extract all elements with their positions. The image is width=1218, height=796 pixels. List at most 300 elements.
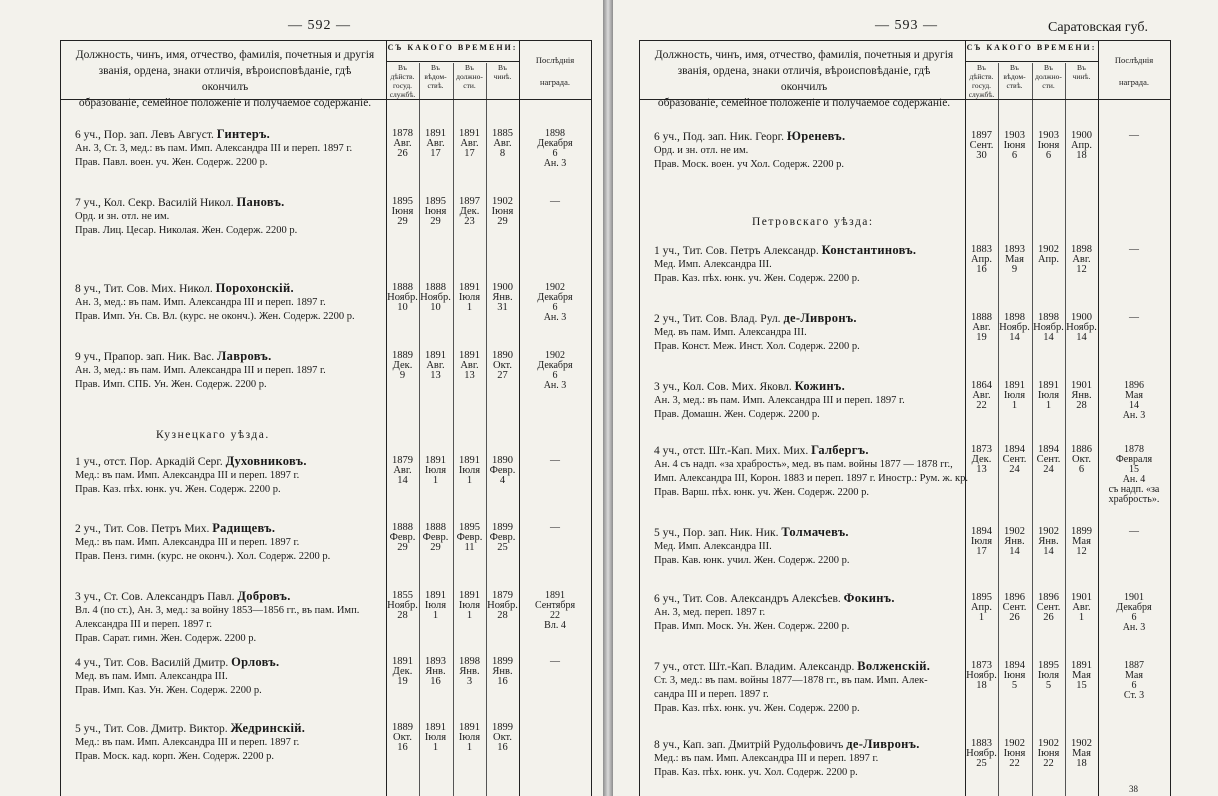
entry-prefix: 7 уч., отст. Шт.-Кап. Владим. Александр. <box>654 661 858 673</box>
footer-fragment: 38 <box>1129 784 1138 794</box>
text-line: Авг. <box>972 322 991 333</box>
entry-surname: Толмачевъ. <box>781 525 849 539</box>
text-line: 10 <box>430 302 441 313</box>
service-date <box>453 456 486 486</box>
entry-detail-line: Прав. Каз. пѣх. юнк. уч. Жен. Содерж. 2200 р. <box>654 703 860 714</box>
text-line: 1891 <box>459 282 480 293</box>
text-line: 6 <box>1011 150 1018 161</box>
service-date <box>386 283 419 313</box>
service-date <box>486 456 519 486</box>
entry-detail-line: Ан. 3, Ст. 3, мед.: въ пам. Имп. Александра III и переп. 1897 г. <box>75 143 353 154</box>
header-column-label <box>419 63 452 90</box>
last-award <box>1098 313 1170 323</box>
text-line: Янв. <box>425 666 446 677</box>
text-line: 16 <box>430 676 441 687</box>
text-line: образованіе, семейное положеніе и получаемое содержаніе. <box>657 97 951 109</box>
entry-surname: Гинтеръ. <box>216 127 271 141</box>
entry-prefix: 9 уч., Прапор. зап. Ник. Вас. <box>75 351 218 363</box>
text-line: 1 <box>1011 400 1018 411</box>
entry-detail-line: Мед.: въ пам. Имп. Александра III и переп. 1897 г. <box>654 753 879 764</box>
text-line: 1902 <box>492 196 513 207</box>
text-line: 6 <box>1131 612 1137 623</box>
text-line: 1895 <box>425 196 446 207</box>
entry-surname: Кожинъ. <box>794 379 846 393</box>
text-line: 11 <box>464 542 475 553</box>
service-date <box>998 593 1031 623</box>
text-line: Апр. <box>970 602 993 613</box>
text-line: 1896 <box>1004 592 1025 603</box>
text-line: вѣдом- <box>424 72 447 81</box>
text-line: вѣдом- <box>1003 72 1026 81</box>
service-date <box>386 723 419 753</box>
text-line: 10 <box>397 302 408 313</box>
entry-prefix: 2 уч., Тит. Сов. Влад. Рул. <box>654 313 784 325</box>
text-line: Апр. <box>1070 140 1093 151</box>
text-line: 1891 <box>545 590 565 601</box>
section-heading: Петровскаго уѣзда: <box>752 216 874 228</box>
entry-detail-line: Прав. Моск. кад. корп. Жен. Содерж. 2200 р. <box>75 751 275 762</box>
entry-heading <box>654 659 960 674</box>
text-line: 1883 <box>971 738 992 749</box>
text-line: 1895 <box>1038 660 1059 671</box>
service-date <box>965 661 998 691</box>
text-line: 1899 <box>492 522 513 533</box>
entry-detail-line: Прав. Моск. воен. уч Хол. Содерж. 2200 р. <box>654 159 844 170</box>
text-line <box>1032 265 1065 275</box>
text-line: Іюня <box>1003 748 1026 759</box>
service-date <box>386 657 419 687</box>
last-award <box>1098 593 1170 633</box>
text-line: 1878 <box>1124 444 1144 455</box>
text-line: 1887 <box>1124 660 1144 671</box>
text-line: Ноябр. <box>1033 322 1064 333</box>
text-line: Вл. 4 <box>544 620 566 631</box>
text-line: 1 <box>1045 400 1052 411</box>
last-award <box>519 283 591 323</box>
entry-detail-line: Мед.: въ пам. Имп. Александра III и переп. 1897 г. <box>75 537 300 548</box>
last-award <box>1098 445 1170 505</box>
text-line: 1878 <box>392 128 413 139</box>
entry-detail-line: Прав. Сарат. гимн. Жен. Содерж. 2200 р. <box>75 633 257 644</box>
text-line: 22 <box>1009 758 1020 769</box>
text-line: 1879 <box>492 590 513 601</box>
text-line: 1893 <box>1004 244 1025 255</box>
header-award-label <box>519 55 591 88</box>
register-entry <box>654 525 960 568</box>
text-line: 1902 <box>1004 738 1025 749</box>
text-line: Іюля <box>424 600 447 611</box>
text-line: 1902 <box>545 282 565 293</box>
text-line: 23 <box>464 216 475 227</box>
book-gutter <box>603 0 613 796</box>
service-date <box>419 523 452 553</box>
text-line: службѣ. <box>389 90 416 99</box>
entry-detail-line: Прав. Домашн. Жен. Содерж. 2200 р. <box>654 409 820 420</box>
text-line: госуд. <box>392 81 413 90</box>
text-line: 1891 <box>459 128 480 139</box>
text-line: 18 <box>976 680 987 691</box>
text-line: Авг. <box>460 138 479 149</box>
service-date <box>1032 739 1065 769</box>
last-award <box>1098 245 1170 255</box>
text-line: Янв. <box>1071 390 1092 401</box>
text-line: 13 <box>464 370 475 381</box>
entry-detail-line: Прав. Павл. воен. уч. Жен. Содерж. 2200 р. <box>75 157 268 168</box>
text-line: 1899 <box>492 656 513 667</box>
entry-detail-line: Прав. Пенз. гимн. (курс. не оконч.). Хол. Содерж. 2200 р. <box>75 551 331 562</box>
service-date <box>486 523 519 553</box>
text-line: ствѣ. <box>427 81 444 90</box>
text-line: Мая <box>1072 536 1091 547</box>
text-line: Авг. <box>426 360 445 371</box>
entry-heading <box>75 127 381 142</box>
text-line: 1888 <box>425 522 446 533</box>
text-line: 1897 <box>459 196 480 207</box>
text-line: 1 <box>466 302 473 313</box>
service-date <box>1032 381 1065 411</box>
text-line: 9 <box>1011 264 1018 275</box>
text-line: Дек. <box>392 360 413 371</box>
service-date <box>453 283 486 313</box>
text-line: Ан. 3 <box>543 380 567 391</box>
text-line: Ноябр. <box>966 748 997 759</box>
text-line: — <box>1129 244 1139 255</box>
text-line: Окт. <box>1072 454 1091 465</box>
entry-detail-line: Александра III и переп. 1897 г. <box>75 619 213 630</box>
service-date <box>998 381 1031 411</box>
text-line: Декабря <box>537 292 573 303</box>
text-line: Апр. <box>970 254 993 265</box>
text-line: 14 <box>1076 332 1087 343</box>
text-line: 26 <box>1043 612 1054 623</box>
text-line: 1885 <box>492 128 513 139</box>
left-page <box>0 0 603 796</box>
text-line: 6 <box>552 370 558 381</box>
text-line: 29 <box>430 542 441 553</box>
text-line: службѣ. <box>968 90 995 99</box>
text-line: 1900 <box>1071 130 1092 141</box>
text-line: 1891 <box>425 350 446 361</box>
text-line: Февраля <box>1115 454 1153 465</box>
entry-heading <box>654 311 960 326</box>
entry-heading <box>654 591 960 606</box>
text-line: — <box>1129 130 1139 141</box>
text-line: — <box>1129 526 1139 537</box>
text-line: 14 <box>1009 332 1020 343</box>
text-line: 16 <box>976 264 987 275</box>
header-column-label <box>386 63 419 99</box>
text-line: Окт. <box>493 732 512 743</box>
entry-prefix: 6 уч., Пор. зап. Левъ Август. <box>75 129 217 141</box>
entry-heading <box>654 379 960 394</box>
entry-detail-line: Ан. 3, мед.: въ пам. Имп. Александра III и переп. 1897 г. <box>75 365 326 376</box>
text-line: Апр. <box>1037 254 1060 265</box>
text-line: 8 <box>499 148 506 159</box>
page-number: — 593 — <box>875 18 938 33</box>
text-line: званія, ордена, знаки отличія, вѣроисповѣданіе, гдѣ окончилъ <box>677 65 931 93</box>
text-line: Ст. 3 <box>1123 690 1145 701</box>
text-line: 1864 <box>971 380 992 391</box>
service-date <box>419 129 452 159</box>
text-line: награда. <box>1118 77 1150 87</box>
service-date <box>419 723 452 753</box>
entry-surname: Лавровъ. <box>217 349 272 363</box>
register-entry <box>654 379 960 422</box>
text-line: 12 <box>1076 546 1087 557</box>
service-date <box>1032 313 1065 343</box>
register-entry <box>75 454 381 497</box>
entry-prefix: 4 уч., отст. Шт.-Кап. Мих. Мих. <box>654 445 812 457</box>
text-line: Ан. 3 <box>1122 410 1146 421</box>
entry-detail-line: сандра III и переп. 1897 г. <box>654 689 769 700</box>
entry-detail-line: Орд. и зн. отл. не им. <box>75 211 170 222</box>
last-award <box>1098 381 1170 421</box>
text-line: 1895 <box>392 196 413 207</box>
text-line: 28 <box>497 610 508 621</box>
service-date <box>1065 131 1098 161</box>
entry-prefix: 6 уч., Под. зап. Ник. Георг. <box>654 131 787 143</box>
entry-heading <box>654 443 960 458</box>
text-line: 1 <box>978 612 985 623</box>
service-date <box>419 197 452 227</box>
text-line: Ноябр. <box>999 322 1030 333</box>
text-line: 14 <box>1009 546 1020 557</box>
entry-prefix: 1 уч., Тит. Сов. Петръ Александр. <box>654 245 822 257</box>
text-line: Мая <box>1072 670 1091 681</box>
entry-detail-line: Прав. Кав. юнк. учил. Жен. Содерж. 2200 р. <box>654 555 850 566</box>
text-line: 1891 <box>425 128 446 139</box>
header-group-label: СЪ КАКОГО ВРЕМЕНИ: <box>966 43 1097 52</box>
text-line: Іюля <box>1003 390 1026 401</box>
text-line: 1 <box>466 610 473 621</box>
text-line: 1 <box>432 610 439 621</box>
service-date <box>386 129 419 159</box>
entry-detail-line: Мед. Имп. Александра III. <box>654 259 772 270</box>
text-line: 1901 <box>1071 592 1092 603</box>
entry-surname: Радищевъ. <box>212 521 276 535</box>
text-line: 1889 <box>392 350 413 361</box>
text-line: — <box>550 196 560 207</box>
text-line: 29 <box>430 216 441 227</box>
text-line: Въ <box>498 63 507 72</box>
text-line: 22 <box>550 610 560 621</box>
text-line: 1891 <box>459 722 480 733</box>
text-line: 29 <box>397 216 408 227</box>
section-heading: Кузнецкаго уѣзда. <box>156 429 270 441</box>
entry-heading <box>75 721 381 736</box>
text-line: 1891 <box>425 455 446 466</box>
entry-prefix: 4 уч., Тит. Сов. Василій Дмитр. <box>75 657 232 669</box>
text-line: 1899 <box>1071 526 1092 537</box>
text-line: 1 <box>1078 612 1085 623</box>
text-line: Янв. <box>492 292 513 303</box>
text-line: съ надп. «за <box>1108 484 1160 495</box>
text-line: 1893 <box>425 656 446 667</box>
last-award <box>519 351 591 391</box>
text-line: 1898 <box>459 656 480 667</box>
register-entry <box>75 127 381 170</box>
header-column-label <box>965 63 998 99</box>
text-line: 25 <box>497 542 508 553</box>
entry-surname: Жедринскій. <box>230 721 306 735</box>
text-line: 1895 <box>971 592 992 603</box>
service-date <box>486 197 519 227</box>
service-date <box>1032 131 1065 161</box>
service-date <box>965 739 998 769</box>
text-line: 1891 <box>1038 380 1059 391</box>
text-line: 1890 <box>492 350 513 361</box>
text-line: — <box>550 522 560 533</box>
text-line: Іюня <box>1003 670 1026 681</box>
text-line: Ан. 3 <box>543 312 567 323</box>
text-line: Іюня <box>1003 140 1026 151</box>
text-line: 1902 <box>1071 738 1092 749</box>
text-line: 1883 <box>971 244 992 255</box>
text-line: 4 <box>499 475 506 486</box>
text-line: 24 <box>1009 464 1020 475</box>
text-line: 1889 <box>392 722 413 733</box>
text-line: 27 <box>497 370 508 381</box>
text-line: Февр. <box>489 532 516 543</box>
entry-detail-line: Прав. Имп. Каз. Ун. Жен. Содерж. 2200 р. <box>75 685 262 696</box>
text-line: Іюля <box>458 465 481 476</box>
text-line: 6 <box>552 302 558 313</box>
service-date <box>419 351 452 381</box>
entry-prefix: 6 уч., Тит. Сов. Александръ Алексѣев. <box>654 593 844 605</box>
text-line: Въ <box>465 63 474 72</box>
text-line: Декабря <box>537 138 573 149</box>
text-line: Ноябр. <box>966 670 997 681</box>
text-line: Іюня <box>1037 748 1060 759</box>
text-line: 1903 <box>1038 130 1059 141</box>
text-line: 25 <box>976 758 987 769</box>
text-line: — <box>550 455 560 466</box>
register-entry <box>654 311 960 354</box>
service-date <box>386 523 419 553</box>
register-entry <box>654 129 960 172</box>
text-line: Авг. <box>1072 602 1091 613</box>
text-line: госуд. <box>971 81 992 90</box>
service-date <box>486 129 519 159</box>
header-group-label: СЪ КАКОГО ВРЕМЕНИ: <box>387 43 518 52</box>
text-line: Авг. <box>393 138 412 149</box>
text-line: 16 <box>397 742 408 753</box>
text-line: 14 <box>1043 332 1054 343</box>
text-line: Ан. 3 <box>543 158 567 169</box>
text-line: Авг. <box>460 360 479 371</box>
text-line: Ноябр. <box>420 292 451 303</box>
text-line: Сент. <box>1002 602 1027 613</box>
text-line: 24 <box>1043 464 1054 475</box>
service-date <box>453 197 486 227</box>
service-date <box>1065 661 1098 691</box>
entry-heading <box>654 129 960 144</box>
header-description <box>75 47 375 111</box>
last-award <box>1098 527 1170 537</box>
text-line: 1902 <box>1038 526 1059 537</box>
entry-detail-line: Прав. Каз. пѣх. юнк. уч. Хол. Содерж. 2200 р. <box>654 767 858 778</box>
entry-heading <box>75 349 381 364</box>
text-line: 1898 <box>1038 312 1059 323</box>
header-column-label <box>1032 63 1065 90</box>
text-line: 30 <box>976 150 987 161</box>
register-table <box>60 40 592 796</box>
text-line: 19 <box>976 332 987 343</box>
text-line: Мая <box>1005 254 1024 265</box>
service-date <box>998 445 1031 475</box>
service-date <box>419 456 452 486</box>
text-line: 26 <box>1009 612 1020 623</box>
text-line: Іюля <box>1037 390 1060 401</box>
entry-surname: Галбергъ. <box>811 443 869 457</box>
entry-detail-line: Ан. 3, мед. переп. 1897 г. <box>654 607 766 618</box>
header-column-label <box>998 63 1031 90</box>
entry-heading <box>654 525 960 540</box>
text-line: 1894 <box>971 526 992 537</box>
text-line: Янв. <box>459 666 480 677</box>
service-date <box>965 381 998 411</box>
text-line: Должность, чинъ, имя, отчество, фамилія, почетныя и другія <box>654 49 954 61</box>
text-line: 1855 <box>392 590 413 601</box>
text-line: Янв. <box>1038 536 1059 547</box>
service-date <box>386 197 419 227</box>
register-entry <box>75 281 381 324</box>
text-line: 1 <box>466 475 473 486</box>
text-line: 3 <box>466 676 473 687</box>
entry-prefix: 8 уч., Тит. Сов. Мих. Никол. <box>75 283 216 295</box>
text-line: 28 <box>397 610 408 621</box>
service-date <box>998 739 1031 769</box>
text-line: Авг. <box>1072 254 1091 265</box>
text-line: 1879 <box>392 455 413 466</box>
service-date <box>486 591 519 621</box>
text-line: 1890 <box>492 455 513 466</box>
text-line: 1 <box>466 742 473 753</box>
text-line: Ноябр. <box>387 292 418 303</box>
text-line: 1902 <box>1004 526 1025 537</box>
entry-prefix: 3 уч., Кол. Сов. Мих. Яковл. <box>654 381 795 393</box>
text-line: Окт. <box>493 360 512 371</box>
entry-detail-line: Мед.: въ пам. Имп. Александра III и переп. 1897 г. <box>75 737 300 748</box>
service-date <box>965 445 998 475</box>
last-award <box>1098 661 1170 701</box>
service-date <box>453 351 486 381</box>
text-line: 1888 <box>392 522 413 533</box>
text-line: 6 <box>1078 464 1085 475</box>
register-entry <box>75 721 381 764</box>
text-line: 22 <box>976 400 987 411</box>
text-line: Авг. <box>493 138 512 149</box>
text-line: образованіе, семейное положеніе и получаемое содержаніе. <box>78 97 372 109</box>
register-entry <box>654 243 960 286</box>
running-head: Саратовская губ. <box>1047 20 1148 35</box>
last-award <box>519 129 591 169</box>
text-line: 1888 <box>425 282 446 293</box>
text-line: Сент. <box>1002 454 1027 465</box>
text-line: Въ <box>1010 63 1019 72</box>
text-line: 1 <box>432 475 439 486</box>
service-date <box>486 351 519 381</box>
text-line: 1902 <box>1038 738 1059 749</box>
text-line: 1897 <box>971 130 992 141</box>
text-line: Окт. <box>393 732 412 743</box>
text-line: Ноябр. <box>1066 322 1097 333</box>
last-award <box>519 523 591 533</box>
text-line: 22 <box>1043 758 1054 769</box>
entry-surname: Орловъ. <box>231 655 280 669</box>
entry-surname: де-Ливронъ. <box>846 737 920 751</box>
right-page <box>613 0 1218 796</box>
